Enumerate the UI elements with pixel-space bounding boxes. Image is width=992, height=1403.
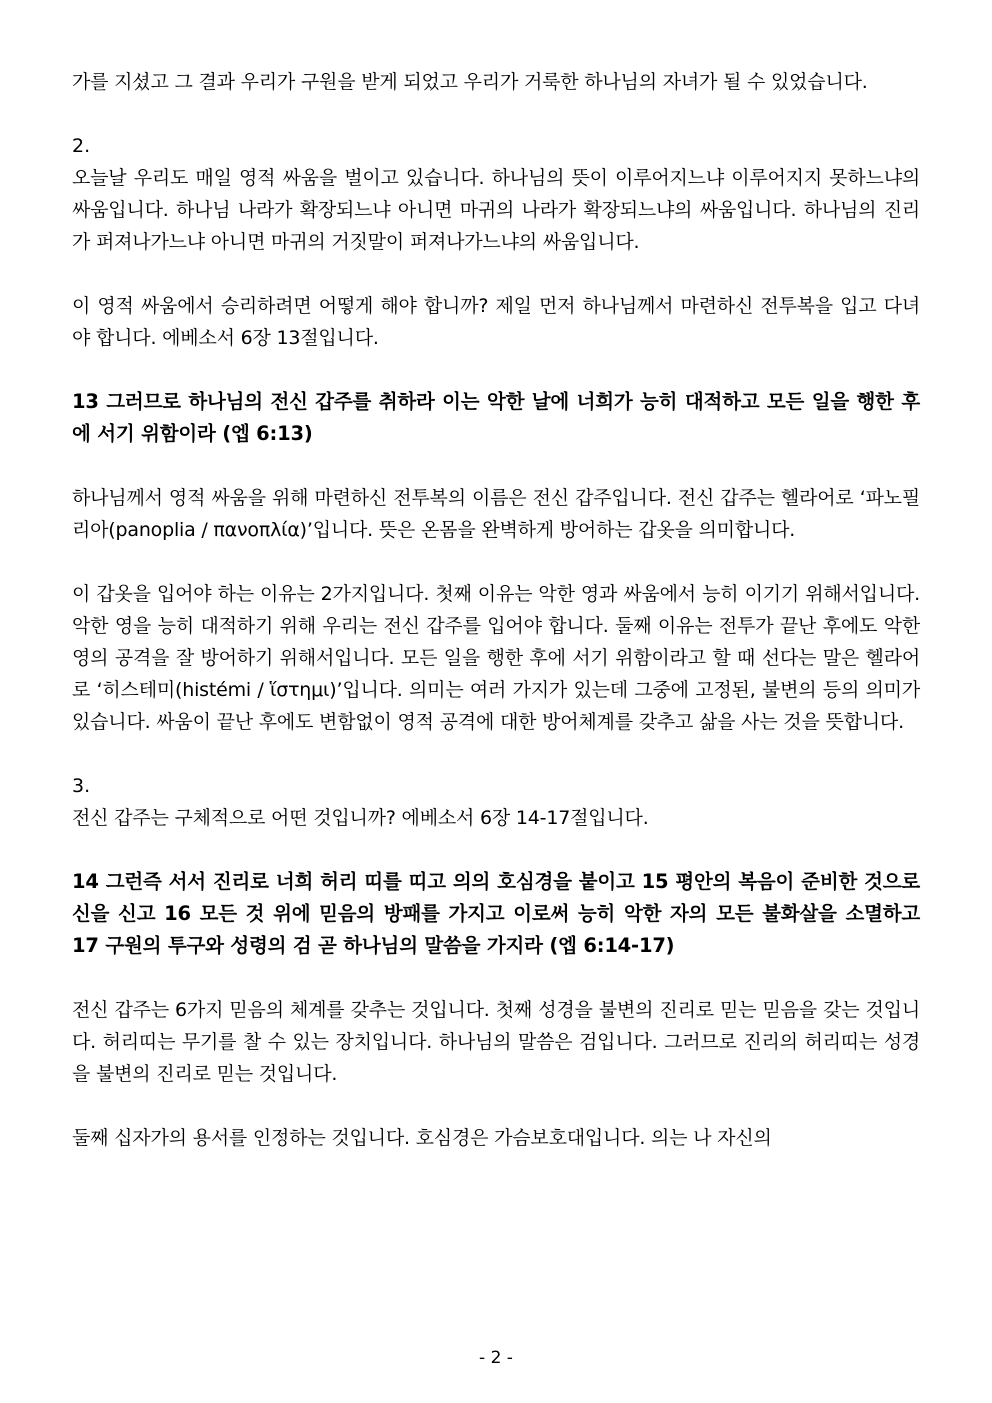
paragraph-armor-question: 전신 갑주는 구체적으로 어떤 것입니까? 에베소서 6장 14-17절입니다. — [72, 807, 649, 829]
paragraph-spiritual-battle: 오늘날 우리도 매일 영적 싸움을 벌이고 있습니다. 하나님의 뜻이 이루어지느냐 이루어지지 못하느냐의 싸움입니다. 하나님 나라가 확장되느냐 아니면 마귀의 나라가 확장되느냐의 싸움입니다. 하나님의 진리가 퍼져나가느냐 아니면 마귀의 거짓말이 퍼져나가느냐의 싸움입니다. — [72, 167, 920, 253]
paragraph-panoplia: 하나님께서 영적 싸움을 위해 마련하신 전투복의 이름은 전신 갑주입니다. 전신 갑주는 헬라어로 ‘파노필리아(panoplia / πανοπλία)’입니다. 뜻은 온몸을 완벽하게 방어하는 갑옷을 의미합니다. — [72, 487, 920, 541]
document-page — [72, 66, 920, 1154]
section-number-2: 2. — [72, 135, 91, 157]
paragraph-how-to-win: 이 영적 싸움에서 승리하려면 어떻게 해야 합니까? 제일 먼저 하나님께서 마련하신 전투복을 입고 다녀야 합니다. 에베소서 6장 13절입니다. — [72, 295, 920, 349]
paragraph-two-reasons: 이 갑옷을 입어야 하는 이유는 2가지입니다. 첫째 이유는 악한 영과 싸움에서 능히 이기기 위해서입니다. 악한 영을 능히 대적하기 위해 우리는 전신 갑주를 입어야 합니다. 둘째 이유는 전투가 끝난 후에도 악한 영의 공격을 잘 방어하기 위해서입니다. 모든 일을 행한 후에 서기 위함이라고 할 때 선다는 말은 헬라어로 ‘히스테미(histémi / ἵστημι)’입니다. 의미는 여러 가지가 있는데 그중에 고정된, 불변의 등의 의미가 있습니다. 싸움이 끝난 후에도 변함없이 영적 공격에 대한 방어체계를 갖추고 삶을 사는 것을 뜻합니다. — [72, 583, 920, 733]
paragraph-continuation: 가를 지셨고 그 결과 우리가 구원을 받게 되었고 우리가 거룩한 하나님의 자녀가 될 수 있었습니다. — [72, 71, 868, 93]
paragraph-breastplate: 둘째 십자가의 용서를 인정하는 것입니다. 호심경은 가슴보호대입니다. 의는 나 자신의 — [72, 1127, 772, 1149]
scripture-quote-eph-6-13: 13 그러므로 하나님의 전신 갑주를 취하라 이는 악한 날에 너희가 능히 대적하고 모든 일을 행한 후에 서기 위함이라 (엡 6:13) — [72, 390, 920, 445]
page-number: - 2 - — [479, 1348, 513, 1368]
section-number-3: 3. — [72, 775, 91, 797]
paragraph-belt-of-truth: 전신 갑주는 6가지 믿음의 체계를 갖추는 것입니다. 첫째 성경을 불변의 진리로 믿는 믿음을 갖는 것입니다. 허리띠는 무기를 찰 수 있는 장치입니다. 하나님의 말씀은 검입니다. 그러므로 진리의 허리띠는 성경을 불변의 진리로 믿는 것입니다. — [72, 999, 920, 1085]
scripture-quote-eph-6-14-17: 14 그런즉 서서 진리로 너희 허리 띠를 띠고 의의 호심경을 붙이고 15 평안의 복음이 준비한 것으로 신을 신고 16 모든 것 위에 믿음의 방패를 가지고 이로써 능히 악한 자의 모든 불화살을 소멸하고 17 구원의 투구와 성령의 검 곧 하나님의 말씀을 가지라 (엡 6:14-17) — [72, 870, 920, 957]
